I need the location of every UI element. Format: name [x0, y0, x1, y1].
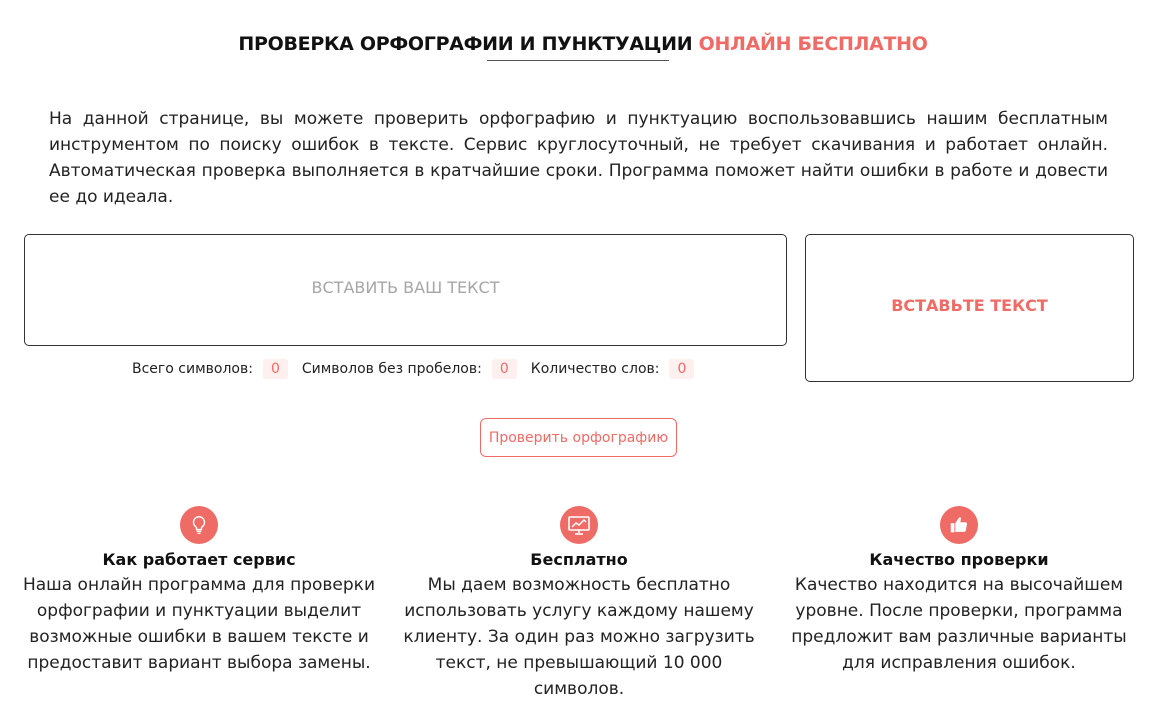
feature-free [399, 506, 759, 702]
lightbulb-icon [180, 506, 218, 544]
word-count-label: Количество слов: [530, 361, 660, 377]
result-placeholder: ВСТАВЬТЕ ТЕКСТ [891, 295, 1048, 315]
word-count-value: 0 [669, 359, 694, 379]
total-chars-count: 0 [263, 359, 288, 379]
feature-title: Как работает сервис [102, 550, 296, 569]
thumbs-up-icon [940, 506, 978, 544]
feature-description: Качество находится на высочайшем уровне. После проверки, программа предложит вам различные варианты для исправления ошибок. [791, 575, 1127, 673]
feature-description: Мы даем возможность бесплатно использовать услугу каждому нашему клиенту. За один раз можно загрузить текст, не превышающий 10 000 символов. [403, 575, 755, 699]
page-title [0, 33, 1166, 55]
page-title-accent: ОНЛАЙН БЕСПЛАТНО [698, 33, 928, 55]
page-title-main: ПРОВЕРКА ОРФОГРАФИИ И ПУНКТУАЦИИ [238, 33, 693, 55]
result-panel [805, 234, 1134, 382]
intro-paragraph: На данной странице, вы можете проверить орфографию и пунктуацию воспользовавшись нашим бесплатным инструментом по поиску ошибок в тексте. Сервис круглосуточный, не требует скачивания и работает онлайн. Автоматическая проверка выполняется в кратчайшие сроки. Программа поможет найти ошибки в работе и довести ее до идеала. [49, 109, 1108, 207]
presentation-chart-icon [560, 506, 598, 544]
feature-title: Качество проверки [869, 550, 1049, 569]
feature-title: Бесплатно [530, 550, 628, 569]
text-stats [132, 357, 708, 381]
title-underline [487, 60, 669, 61]
feature-quality [779, 506, 1139, 676]
nospace-chars-count: 0 [492, 359, 517, 379]
check-spelling-button[interactable]: Проверить орфографию [480, 418, 677, 457]
text-input-placeholder: ВСТАВИТЬ ВАШ ТЕКСТ [311, 277, 500, 297]
total-chars-label: Всего символов: [132, 361, 253, 377]
feature-how-it-works [19, 506, 379, 676]
feature-description: Наша онлайн программа для проверки орфографии и пунктуации выделит возможные ошибки в вашем тексте и предоставит вариант выбора замены. [22, 575, 375, 673]
nospace-chars-label: Символов без пробелов: [301, 361, 482, 377]
text-input-area[interactable] [24, 234, 787, 346]
